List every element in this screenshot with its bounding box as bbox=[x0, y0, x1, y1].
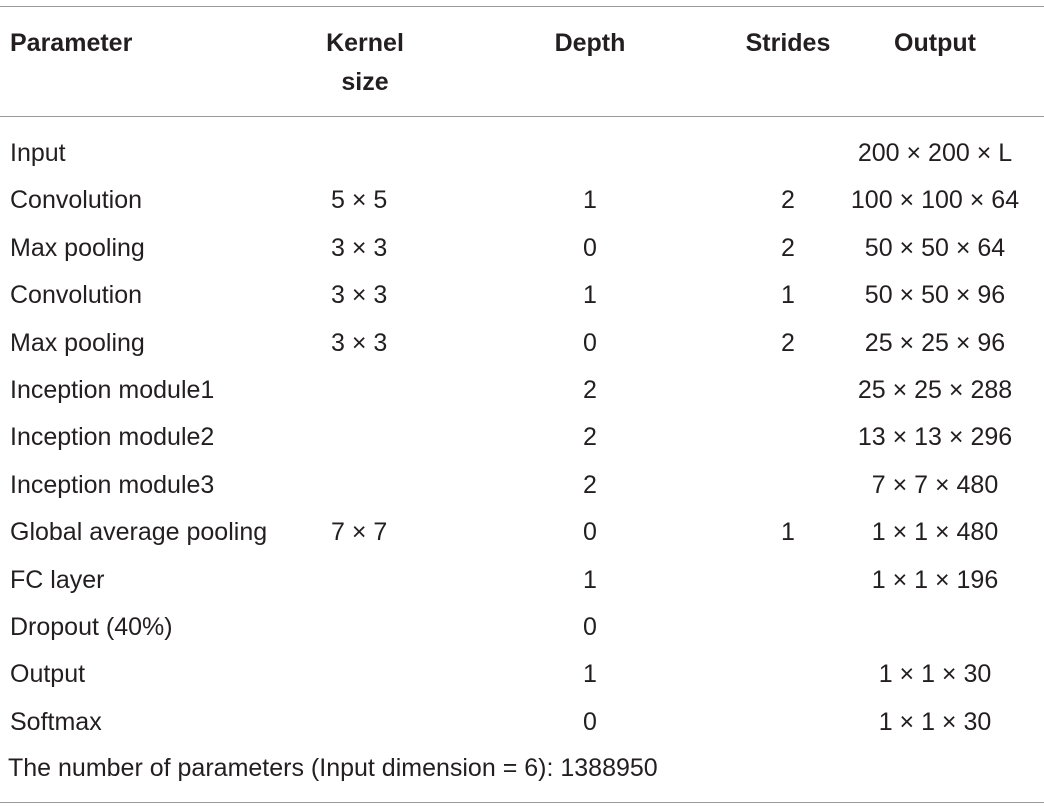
strides-cell: 1 bbox=[781, 281, 795, 310]
table-row bbox=[0, 462, 1044, 509]
table-top-rule bbox=[0, 6, 1044, 7]
table-header-rule bbox=[0, 116, 1044, 117]
depth-cell: 2 bbox=[583, 375, 597, 404]
output-cell: 13 × 13 × 296 bbox=[857, 423, 1013, 452]
depth-cell: 1 bbox=[583, 186, 597, 215]
output-cell: 25 × 25 × 288 bbox=[857, 375, 1013, 404]
header-kernel-size-line1: Kernel bbox=[326, 29, 404, 57]
output-cell: 7 × 7 × 480 bbox=[871, 470, 999, 499]
parameter-cell: Inception module3 bbox=[10, 470, 215, 499]
table-bottom-rule bbox=[0, 802, 1044, 803]
table-row bbox=[0, 651, 1044, 698]
table-body bbox=[0, 130, 1044, 746]
header-kernel-size bbox=[290, 24, 440, 102]
kernel-size-cell: 7 × 7 bbox=[331, 518, 388, 547]
depth-cell: 0 bbox=[583, 328, 597, 357]
kernel-size-cell: 5 × 5 bbox=[331, 186, 388, 215]
parameter-cell: Inception module2 bbox=[10, 423, 215, 452]
table-row bbox=[0, 320, 1044, 367]
output-cell: 1 × 1 × 30 bbox=[878, 707, 992, 736]
depth-cell: 2 bbox=[583, 470, 597, 499]
parameter-cell: Inception module1 bbox=[10, 375, 215, 404]
table-row bbox=[0, 557, 1044, 604]
output-cell: 200 × 200 × L bbox=[857, 139, 1013, 167]
kernel-size-cell: 3 × 3 bbox=[331, 233, 388, 262]
strides-cell: 2 bbox=[781, 186, 795, 215]
parameter-cell: Global average pooling bbox=[10, 518, 268, 547]
header-parameter: Parameter bbox=[10, 29, 133, 57]
header-depth: Depth bbox=[554, 29, 626, 57]
depth-cell: 0 bbox=[583, 612, 597, 641]
table-row bbox=[0, 177, 1044, 224]
output-cell: 50 × 50 × 96 bbox=[864, 281, 1006, 310]
table-row bbox=[0, 509, 1044, 556]
output-cell: 50 × 50 × 64 bbox=[864, 233, 1006, 262]
header-strides: Strides bbox=[745, 29, 831, 57]
depth-cell: 0 bbox=[583, 707, 597, 736]
kernel-size-cell: 3 × 3 bbox=[331, 328, 388, 357]
table-row bbox=[0, 272, 1044, 319]
strides-cell: 1 bbox=[781, 518, 795, 547]
depth-cell: 1 bbox=[583, 565, 597, 594]
parameter-cell: Softmax bbox=[10, 707, 102, 736]
parameter-cell: Dropout (40%) bbox=[10, 612, 173, 641]
depth-cell: 1 bbox=[583, 660, 597, 689]
table-row bbox=[0, 414, 1044, 461]
parameter-cell: Convolution bbox=[10, 186, 143, 215]
output-cell: 25 × 25 × 96 bbox=[864, 328, 1006, 357]
depth-cell: 1 bbox=[583, 281, 597, 310]
header-output: Output bbox=[894, 29, 976, 57]
depth-cell: 2 bbox=[583, 423, 597, 452]
header-kernel-size-line2: size bbox=[341, 68, 389, 96]
parameter-cell: Input bbox=[10, 139, 66, 167]
table-row bbox=[0, 699, 1044, 746]
table-row bbox=[0, 130, 1044, 177]
parameter-cell: Max pooling bbox=[10, 328, 145, 357]
output-cell: 1 × 1 × 30 bbox=[878, 660, 992, 689]
parameter-cell: Max pooling bbox=[10, 233, 145, 262]
output-cell: 1 × 1 × 480 bbox=[871, 518, 999, 547]
table-footnote: The number of parameters (Input dimension = 6): 1388950 bbox=[8, 754, 658, 782]
parameter-cell: FC layer bbox=[10, 565, 105, 594]
output-cell: 1 × 1 × 196 bbox=[871, 565, 999, 594]
depth-cell: 0 bbox=[583, 233, 597, 262]
table-row bbox=[0, 225, 1044, 272]
table-row bbox=[0, 604, 1044, 651]
parameter-cell: Output bbox=[10, 660, 86, 689]
output-cell: 100 × 100 × 64 bbox=[850, 186, 1020, 215]
strides-cell: 2 bbox=[781, 328, 795, 357]
depth-cell: 0 bbox=[583, 518, 597, 547]
table-row bbox=[0, 367, 1044, 414]
kernel-size-cell: 3 × 3 bbox=[331, 281, 388, 310]
parameter-cell: Convolution bbox=[10, 281, 143, 310]
strides-cell: 2 bbox=[781, 233, 795, 262]
